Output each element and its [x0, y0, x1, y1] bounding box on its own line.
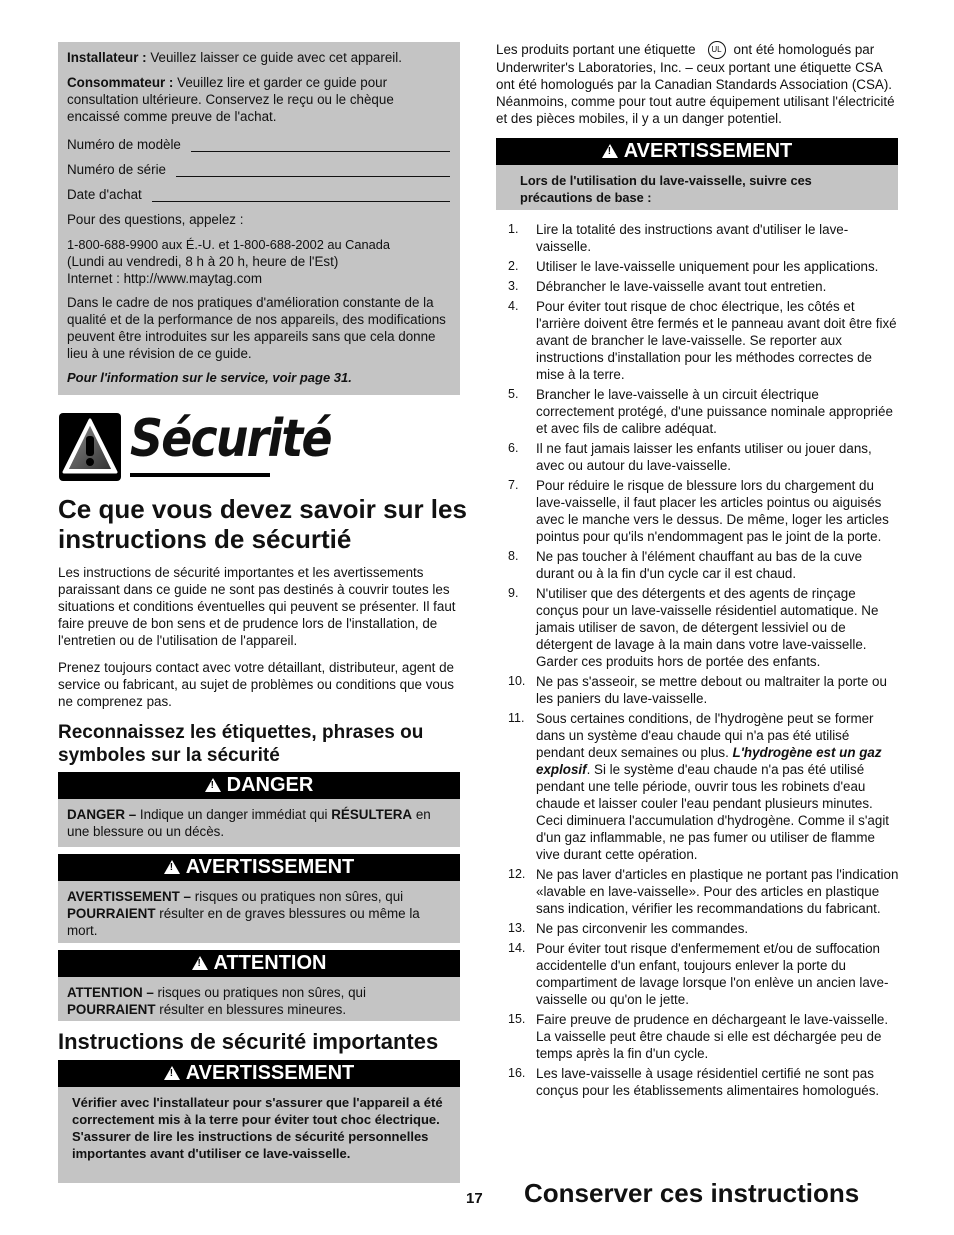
model-number-field: Numéro de modèle — [67, 127, 450, 152]
warning-triangle-icon — [602, 144, 618, 158]
list-item — [496, 477, 900, 545]
questions-label: Pour des questions, appelez : — [67, 212, 244, 227]
list-item-number: 9. — [508, 586, 519, 600]
warning-sign-icon — [58, 412, 122, 482]
list-item-text: Pour réduire le risque de blessure lors du chargement du lave-vaisselle, il faut placer les articles pointus ou aiguisés avec le manche vers le dessus. De même, loger les articles pointus pour qu'ils n'endommagent pas le joint de la porte. — [536, 478, 889, 544]
list-item-number: 5. — [508, 387, 519, 401]
list-item-text: Il ne faut jamais laisser les enfants utiliser ou jouer dans, avec ou autour du lave-vaisselle. — [536, 441, 872, 473]
list-item-text: Ne pas circonvenir les commandes. — [536, 921, 749, 936]
caution-box — [58, 950, 460, 1021]
list-item-number: 14. — [508, 941, 526, 955]
improvement-note: Dans le cadre de nos pratiques d'amélioration constante de la qualité et de la performance de nos appareils, des modifications peuvent être introduites sur les appareils sans que cela donne lieu à une révision de ce guide. — [67, 295, 446, 361]
section-title-underline — [130, 473, 270, 477]
list-item-text: Ne pas laver d'articles en plastique ne portant pas l'indication «lavable en lave-vaisselle». Pour des articles en plastique sans indication, vérifier les recommandations du fabricant. — [536, 867, 899, 916]
list-item-number: 15. — [508, 1012, 526, 1026]
list-item-number: 2. — [508, 259, 519, 273]
main-heading: Ce que vous devez savoir sur les instructions de sécurtié — [58, 494, 467, 554]
owner-info-box — [58, 42, 460, 395]
list-item-text: Utiliser le lave-vaisselle uniquement pour les applications. — [536, 259, 879, 274]
list-item-text: Lire la totalité des instructions avant d'utiliser le lave-vaisselle. — [536, 222, 849, 254]
purchase-date-field: Date d'achat — [67, 177, 450, 202]
list-item-number: 7. — [508, 478, 519, 492]
list-item-number: 3. — [508, 279, 519, 293]
ul-csa-paragraph: Les produits portant une étiquette UL ont été homologués par Underwriter's Laboratories, Inc. – ceux portant une étiquette CSA ont été homologués par la Canadian Standards Association (CSA). Néanmoins, comme pour tout autre équipement utilisant l'électricité et des pièces mobiles, il y a un danger potentiel. — [496, 42, 895, 127]
important-heading: Instructions de sécurité importantes — [58, 1029, 439, 1054]
installer-note: Installateur : Veuillez laisser ce guide avec cet appareil. — [67, 50, 402, 65]
ground-warning-box — [58, 1060, 460, 1183]
warning-text: AVERTISSEMENT – risques ou pratiques non sûres, qui POURRAIENT résulter en de graves blessures ou même la mort. — [67, 889, 420, 938]
warning-bar: !AVERTISSEMENT — [58, 854, 460, 881]
list-item-number: 8. — [508, 549, 519, 563]
list-item-text: Pour éviter tout risque d'enfermement et/ou de suffocation accidentelle d'un enfant, toujours enlever la porte du compartiment de lavage lorsque l'on enlève un ancien lave-vaisselle ou qu'on le jette. — [536, 941, 889, 1007]
basic-precautions-text: Lors de l'utilisation du lave-vaisselle, suivre ces précautions de base : — [520, 173, 812, 205]
intro-paragraph-1: Les instructions de sécurité importantes et les avertissements paraissant dans ce guide ne sont pas destinés à couvrir toutes les situations et conditions éventuelles qui peuvent se présenter. Il faut faire preuve de bon sens et de prudence lors de l'installation, de l'entretien ou de l'utilisation de l'appareil. — [58, 565, 456, 648]
phone-line-2: (Lundi au vendredi, 8 h à 20 h, heure de l'Est) — [67, 254, 339, 269]
list-item — [496, 221, 900, 255]
list-item — [496, 1011, 900, 1062]
consumer-note: Consommateur : Veuillez lire et garder ce guide pour consultation ultérieure. Conservez le reçu ou le chèque encaissé comme preuve de l'achat. — [67, 75, 394, 124]
warning-triangle-icon — [164, 860, 180, 874]
footer-heading: Conserver ces instructions — [524, 1178, 860, 1208]
list-item-text: Ne pas toucher à l'élément chauffant au bas de la cuve durant ou à la fin d'un cycle car il est chaud. — [536, 549, 863, 581]
warning-triangle-icon — [205, 778, 221, 792]
warning-box — [58, 854, 460, 943]
warning-triangle-icon — [164, 1066, 180, 1080]
page-number: 17 — [466, 1190, 483, 1207]
internet-link[interactable]: Internet : http://www.maytag.com — [67, 271, 262, 286]
list-item-text: Brancher le lave-vaisselle à un circuit électrique correctement protégé, d'une puissance nominale appropriée et avec fils de calibre adéquat. — [536, 387, 893, 436]
danger-bar: !DANGER — [58, 772, 460, 799]
list-item — [496, 298, 900, 383]
list-item — [496, 673, 900, 707]
list-item — [496, 1065, 900, 1099]
list-item-number: 12. — [508, 867, 526, 881]
list-item-text: Débrancher le lave-vaisselle avant tout entretien. — [536, 279, 827, 294]
list-item-text: Sous certaines conditions, de l'hydrogène peut se former dans un système d'eau chaude qui n'a pas été utilisé pendant deux semaines ou plus. L'hydrogène est un gaz explosif. Si le système d'eau chaude n'a pas été utilisé pendant une telle période, ouvrir tous les robinets d'eau chaude et laisser couler l'eau pendant plusieurs minutes. Ceci diminuera l'accumulation d'hydrogène. Comme il s'agit d'un gaz inflammable, ne pas fumer ou utiliser de flamme vive durant cette opération. — [536, 711, 890, 862]
caution-bar: !ATTENTION — [58, 950, 460, 977]
list-item-number: 11. — [508, 711, 525, 725]
list-item — [496, 440, 900, 474]
list-item-text: N'utiliser que des détergents et des agents de rinçage conçus pour un lave-vaisselle résidentiel automatique. Ne jamais utiliser de savon, de détergent lessiviel ou de détergent de lavage à la main dans votre lave-vaisselle. Garder ces produits hors de portée des enfants. — [536, 586, 879, 669]
danger-box — [58, 772, 460, 847]
basic-precautions-box — [496, 138, 898, 210]
section-title: Sécurité — [130, 409, 331, 469]
ground-warning-bar: !AVERTISSEMENT — [58, 1060, 460, 1087]
list-item — [496, 386, 900, 437]
basic-precautions-bar: !AVERTISSEMENT — [496, 138, 898, 165]
intro-paragraph-2: Prenez toujours contact avec votre détaillant, distributeur, agent de service ou fabricant, au sujet de problèmes ou conditions que vous ne comprenez pas. — [58, 660, 455, 709]
danger-text: DANGER – Indique un danger immédiat qui RÉSULTERA en une blessure ou un décès. — [67, 807, 431, 839]
list-item-text: Ne pas s'asseoir, se mettre debout ou maltraiter la porte ou les paniers du lave-vaisselle. — [536, 674, 887, 706]
list-item — [496, 548, 900, 582]
phone-line-1: 1-800-688-9900 aux É.-U. et 1-800-688-2002 au Canada — [67, 237, 390, 252]
list-item-number: 10. — [508, 674, 526, 688]
safety-instructions-list — [496, 221, 900, 1099]
caution-text: ATTENTION – risques ou pratiques non sûres, qui POURRAIENT résulter en blessures mineures. — [67, 985, 366, 1017]
list-item-text: Pour éviter tout risque de choc électrique, les côtés et l'arrière doivent être fermés et le panneau avant doit être fixé avant de brancher le lave-vaisselle. Se reporter aux instructions d'installation pour les méthodes correctes de mise à la terre. — [536, 299, 897, 382]
serial-number-field: Numéro de série — [67, 152, 450, 177]
warning-triangle-icon — [192, 956, 208, 970]
list-item — [496, 940, 900, 1008]
list-item — [496, 278, 900, 295]
ground-warning-text: Vérifier avec l'installateur pour s'assurer que l'appareil a été correctement mis à la terre pour éviter tout choc électrique. S'assurer de lire les instructions de sécurité personnelles importantes avant d'utiliser ce lave-vaisselle. — [72, 1095, 443, 1161]
list-item-number: 6. — [508, 441, 519, 455]
list-item — [496, 585, 900, 670]
list-item — [496, 920, 900, 937]
list-item-number: 1. — [508, 222, 519, 236]
ul-logo-icon: UL — [708, 41, 726, 59]
labels-heading: Reconnaissez les étiquettes, phrases ou symboles sur la sécurité — [58, 722, 424, 766]
list-item — [496, 710, 900, 863]
service-note: Pour l'information sur le service, voir page 31. — [67, 370, 352, 385]
list-item-number: 13. — [508, 921, 526, 935]
list-item-number: 16. — [508, 1066, 526, 1080]
list-item-number: 4. — [508, 299, 519, 313]
list-item — [496, 866, 900, 917]
list-item-text: Les lave-vaisselle à usage résidentiel certifié ne sont pas conçus pour les établissements alimentaires homologués. — [536, 1066, 880, 1098]
list-item-text: Faire preuve de prudence en déchargeant le lave-vaisselle. La vaisselle peut être chaude si elle est déchargée peu de temps après la fin d'un cycle. — [536, 1012, 889, 1061]
list-item — [496, 258, 900, 275]
